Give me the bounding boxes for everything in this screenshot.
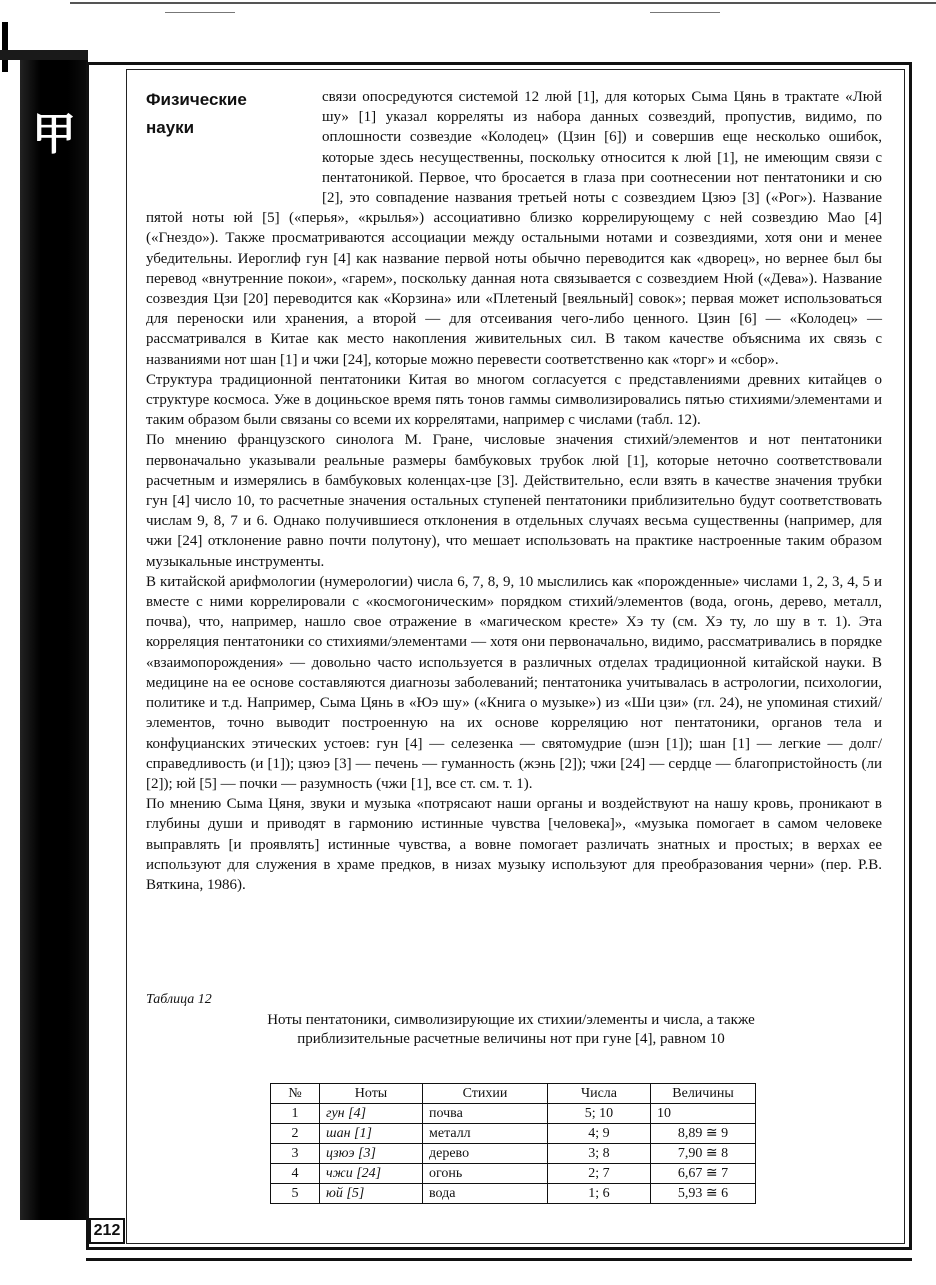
cell-no: 4 — [271, 1164, 320, 1184]
cell-value: 6,67 ≅ 7 — [651, 1164, 756, 1184]
section-label: Физические науки — [146, 90, 247, 137]
bottom-rule — [86, 1258, 912, 1261]
table-row — [271, 1184, 756, 1204]
chapter-glyph: 甲 — [32, 109, 76, 160]
cell-element: почва — [423, 1104, 548, 1124]
cell-value: 7,90 ≅ 8 — [651, 1144, 756, 1164]
label-spacer — [146, 87, 322, 207]
table-row — [271, 1104, 756, 1124]
cell-value: 8,89 ≅ 9 — [651, 1124, 756, 1144]
cell-note: шан [1] — [320, 1124, 423, 1144]
cell-element: дерево — [423, 1144, 548, 1164]
cell-no: 3 — [271, 1144, 320, 1164]
scan-edge-mark — [2, 22, 8, 72]
cell-no: 2 — [271, 1124, 320, 1144]
header-mark-right — [650, 12, 720, 13]
chapter-spine-tab — [20, 60, 88, 1220]
pentatonic-table — [270, 1083, 756, 1204]
table-title: Ноты пентатоники, символизирующие их стихии/элементы и числа, а также приблизительные расчетные величины нот при гуне [4], равном 10 — [267, 1012, 755, 1047]
cell-element: огонь — [423, 1164, 548, 1184]
cell-numbers: 5; 10 — [548, 1104, 651, 1124]
cell-value: 5,93 ≅ 6 — [651, 1184, 756, 1204]
cell-element: металл — [423, 1124, 548, 1144]
table-row — [271, 1144, 756, 1164]
header-elements: Стихии — [423, 1084, 548, 1104]
cell-numbers: 3; 8 — [548, 1144, 651, 1164]
paragraph-4: В китайской арифмологии (нумерологии) числа 6, 7, 8, 9, 10 мыслились как «порожденные» числами 1, 2, 3, 4, 5 и вместе с ними коррелировали с «космогоническим» порядком стихий/элементов (вода, огонь, дерево, металл, почва), что, например, нашло свое отражение в «магическом кресте» Хэ ту (см. Хэ ту, ло шу в т. 1). Эта корреляция пентатоники со стихиями/элементами — хотя они первоначально, видимо, рассматривались в порядке «взаимопорождения» — довольно часто используется в различных отделах традиционной китайской науки. В медицине на ее основе составляются диагнозы заболеваний; пентатоника учитывалась в астрологии, психологии, политике и т.д. Например, Сыма Цянь в «Юэ шу» («Книга о музыке») из «Ши цзи» (гл. 24), не упоминая стихий/элементов, точно выводит построенную на их основе корреляцию нот пентатоники, органов тела и конфуцианских этических устоев: гун [4] — селезенка — святомудрие (шэн [1]); шан [1] — легкие — долг/справедливость (и [1]); цзюэ [3] — печень — гуманность (жэнь [2]); чжи [24] — сердце — благопристойность (ли [2]); юй [5] — почки — разумность (чжи [1], все ст. см. т. 1). — [146, 573, 882, 792]
table-caption: Таблица 12 — [146, 992, 212, 1007]
top-rule — [70, 2, 936, 4]
cell-numbers: 1; 6 — [548, 1184, 651, 1204]
cell-element: вода — [423, 1184, 548, 1204]
paragraph-2: Структура традиционной пентатоники Китая во многом согласуется с представлениями древних китайцев о структуре космоса. Уже в доциньское время пять тонов гаммы символизировались пятью стихиями/элементами и таким образом были связаны со всеми их коррелятами, например с числами (табл. 12). — [146, 371, 882, 429]
header-no: № — [271, 1084, 320, 1104]
cell-numbers: 4; 9 — [548, 1124, 651, 1144]
cell-note: юй [5] — [320, 1184, 423, 1204]
spine-top-band — [0, 50, 88, 60]
cell-note: цзюэ [3] — [320, 1144, 423, 1164]
header-mark-left — [165, 12, 235, 13]
paragraph-1: связи опосредуются системой 12 люй [1], для которых Сыма Цянь в трактате «Люй шу» [1] указал корреляты из набора данных созвездий, пропустив, видимо, по оплошности созвездие «Колодец» (Цзин [6]) и совершив еще несколько ошибок, которые здесь несущественны, поскольку относится к люй [1], не имеющим связи с пентатоникой. Первое, что бросается в глаза при соотнесении нот пентатоники и сю [2], это совпадение названия третьей ноты с созвездием Цзюэ [3] («Рог»). Название пятой ноты юй [5] («перья», «крылья») ассоциативно близко коррелирующему с ней созвездию Мао [4] («Гнездо»). Также просматриваются ассоциации между остальными нотами и созвездиями, хотя они и менее убедительны. Иероглиф гун [4] как название первой ноты обычно переводится как «дворец», но вернее был бы перевод «внутренние покои», «гарем», поскольку данная нота связывается с созвездием Нюй («Дева»). Название созвездия Цзи [20] переводится как «Корзина» или «Плетеный [веяльный] совок»; первая может использоваться для переноски или хранения, а второй — для отсеивания чего-либо ценного. Цзин [6] — «Колодец» — рассматривался в Китае как место накопления живительных сил. В таком качестве объяснима их связь с названиями нот шан [1] и чжи [24], которые можно перевести соответственно как «торг» и «сбор». — [146, 89, 882, 368]
header-values: Величины — [651, 1084, 756, 1104]
page-number: 212 — [89, 1218, 125, 1244]
body-text — [146, 87, 882, 895]
table-row — [271, 1164, 756, 1184]
cell-no: 5 — [271, 1184, 320, 1204]
cell-numbers: 2; 7 — [548, 1164, 651, 1184]
cell-no: 1 — [271, 1104, 320, 1124]
table-header-row — [271, 1084, 756, 1104]
paragraph-5: По мнению Сыма Цяня, звуки и музыка «потрясают наши органы и воздействуют на нашу кровь, проникают в глубины души и приводят в гармонию истинные чувства [человека]», «музыка помогает в самом человеке выправлять [и проявлять] истинные чувства, а вовне помогает различать знатных и простых; в верхах ее используют для служения в храме предков, в низах музыку используют для преобразования черни» (пер. Р.В. Вяткина, 1986). — [146, 796, 882, 893]
header-notes: Ноты — [320, 1084, 423, 1104]
header-numbers: Числа — [548, 1084, 651, 1104]
cell-value: 10 — [651, 1104, 756, 1124]
cell-note: гун [4] — [320, 1104, 423, 1124]
cell-note: чжи [24] — [320, 1164, 423, 1184]
table-row — [271, 1124, 756, 1144]
paragraph-3: По мнению французского синолога М. Гране, числовые значения стихий/элементов и нот пентатоники первоначально указывали реальные размеры бамбуковых трубок люй [1], которые неточно соответствовали расчетным и измерялись в бамбуковых коленцах-цзе [3]. Действительно, если взять в качестве значения трубки гун [4] число 10, то расчетные значения остальных ступеней пентатоники приблизительно будут соответствовать числам 9, 8, 7 и 6. Однако получившиеся отклонения в отдельных случаях весьма существенны (например, для чжи [24] отклонение равно почти полутону), что мешает использовать на практике настроенные таким образом музыкальные инструменты. — [146, 432, 882, 570]
